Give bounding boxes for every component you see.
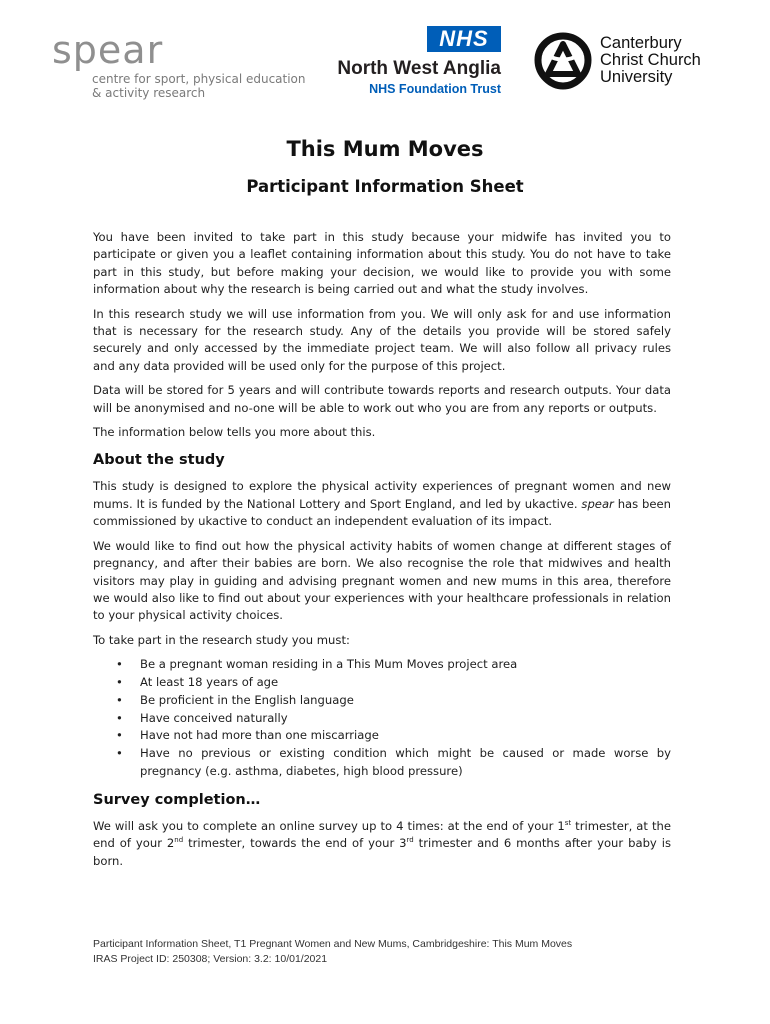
spear-logo-word: spear <box>52 28 164 72</box>
list-item <box>93 727 671 745</box>
intro-paragraph-4: The information below tells you more about this. <box>93 425 376 440</box>
list-item-text: Be proficient in the English language <box>140 692 354 707</box>
about-paragraph-1 <box>93 478 671 530</box>
survey-sup-3: rd <box>406 836 414 845</box>
cccu-line1: Canterbury <box>600 34 682 52</box>
intro-paragraph-2: In this research study we will use information from you. We will only ask for and use information that is necessary for the research study. Any of the details you provide will be stored safely securely and only accessed by the immediate project team. We will also follow all privacy rules and any data provided will be used only for the purpose of this project. <box>93 306 671 373</box>
page-title: This Mum Moves <box>286 137 484 161</box>
intro-paragraph-3: Data will be stored for 5 years and will contribute towards reports and research outputs. Your data will be anonymised and no-one will be able to work out who you are from any reports or outputs. <box>93 383 671 415</box>
list-item-text: Have conceived naturally <box>140 710 288 725</box>
spear-italic: spear <box>581 496 614 511</box>
intro-paragraph-1: You have been invited to take part in this study because your midwife has invited you to participate or given you a leaflet containing information about this study. You do not have to take part in this study, but before making your decision, we would like to provide you with some information about why the research is being carried out and what the study involves. <box>93 230 671 297</box>
list-item-text: Have no previous or existing condition which might be caused or made worse by pregnancy (e.g. asthma, diabetes, high blood pressure) <box>140 746 671 778</box>
eligibility-list <box>93 656 671 781</box>
about-p1-text-end: has been commissioned by ukactive to conduct an independent evaluation of its impact. <box>93 496 672 529</box>
about-paragraph-3: To take part in the research study you must: <box>93 632 350 647</box>
nhs-logo <box>315 26 505 100</box>
list-item <box>93 710 671 728</box>
list-item <box>93 674 671 692</box>
footer-line2: IRAS Project ID: 250308; Version: 3.2: 10/01/2021 <box>93 953 328 965</box>
footer-line1: Participant Information Sheet, T1 Pregnant Women and New Mums, Cambridgeshire: This Mum Moves <box>93 938 573 950</box>
bullet-icon: • <box>116 710 123 725</box>
list-item <box>93 745 671 781</box>
list-item-text: At least 18 years of age <box>140 674 279 689</box>
survey-paragraph <box>93 818 671 870</box>
survey-sup-2: nd <box>174 836 184 845</box>
survey-text-1: We will ask you to complete an online survey up to 4 times: at the end of your 1 <box>93 818 565 833</box>
bullet-icon: • <box>116 728 123 743</box>
survey-sup-1: st <box>564 818 572 827</box>
survey-text-2: trimester, at the end of your 2 <box>93 818 671 851</box>
spear-logo-line2: & activity research <box>92 86 206 100</box>
survey-text-3: trimester, towards the end of your 3 <box>183 836 407 851</box>
bullet-icon: • <box>116 692 123 707</box>
nhs-trust-name: North West Anglia <box>337 58 501 79</box>
bullet-icon: • <box>116 657 123 672</box>
nhs-trust-subtitle: NHS Foundation Trust <box>369 82 501 96</box>
about-heading: About the study <box>93 452 225 469</box>
list-item <box>93 692 671 710</box>
about-p1-text: This study is designed to explore the physical activity experiences of pregnant women and new mums. It is funded by the National Lottery and Sport England, and led by ukactive. <box>93 479 671 511</box>
survey-text-4: trimester and 6 months after your baby is born. <box>93 836 671 868</box>
list-item <box>93 656 671 674</box>
page-subtitle: Participant Information Sheet <box>246 177 524 196</box>
spear-logo-line1: centre for sport, physical education <box>92 72 306 86</box>
cccu-name <box>600 35 701 86</box>
about-paragraph-2: We would like to find out how the physical activity habits of women change at different stages of pregnancy, and after their babies are born. We also recognise the role that midwives and health visitors may play in guiding and advising pregnant women and new mums in this area, therefore we would also like to find out about your experiences with your healthcare professionals in relation to your physical activity choices. <box>93 538 671 623</box>
list-item-text: Have not had more than one miscarriage <box>140 728 379 743</box>
cccu-logo <box>532 32 732 92</box>
list-item-text: Be a pregnant woman residing in a This Mum Moves project area <box>140 657 518 672</box>
spear-logo <box>52 28 306 110</box>
document-body <box>93 229 671 877</box>
nhs-badge: NHS <box>427 26 501 52</box>
survey-heading: Survey completion… <box>93 791 261 808</box>
bullet-icon: • <box>116 674 123 689</box>
cccu-line2: Christ Church <box>600 51 701 69</box>
cccu-emblem-icon <box>532 32 594 90</box>
cccu-line3: University <box>600 68 673 86</box>
page-footer <box>93 937 572 967</box>
bullet-icon: • <box>116 746 123 761</box>
